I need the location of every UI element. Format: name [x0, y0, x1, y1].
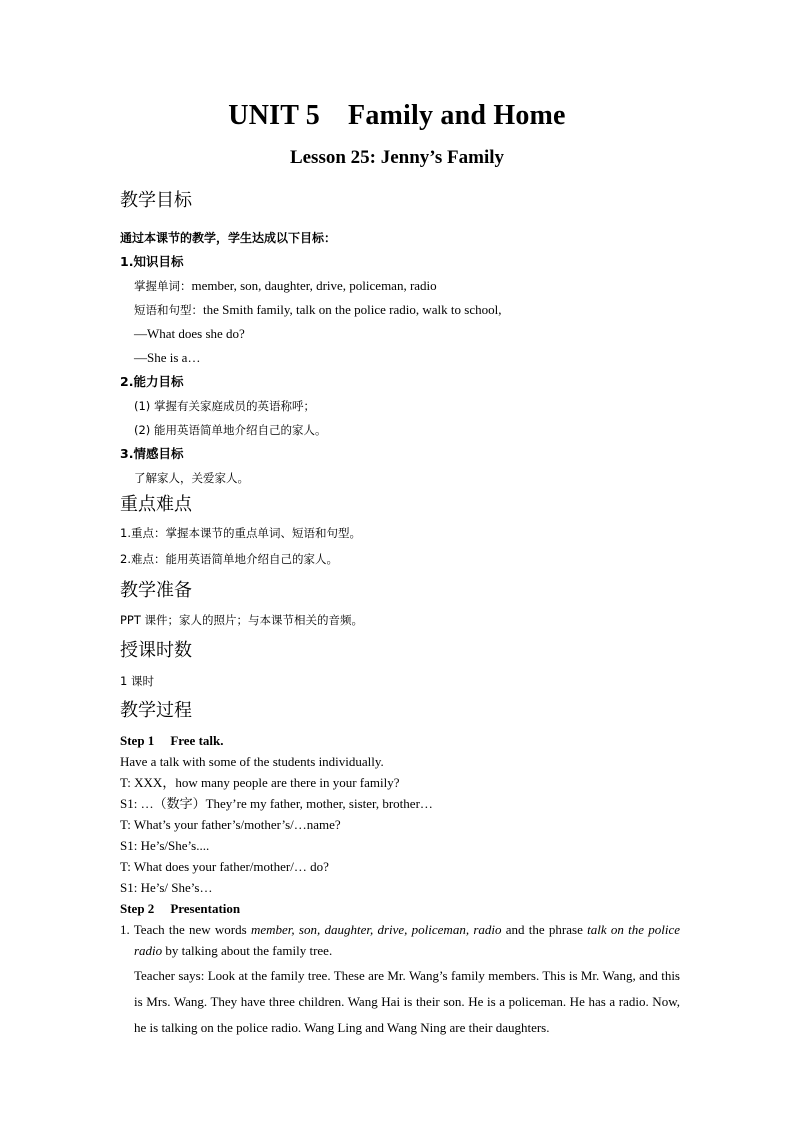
step2-paragraph-1 — [120, 919, 680, 961]
emotion-item: 了解家人，关爱家人。 — [134, 471, 249, 485]
step1-line-6: T: What does your father/mother/… do? — [120, 859, 329, 874]
step2-paragraph-2: Teacher says: Look at the family tree. These are Mr. Wang’s family members. This is Mr. Wang, and this is Mrs. Wang. They have three children. Wang Hai is their son. He is a policeman. He has a radio. Now, he is talking on the police radio. Wang Ling and Wang Ning are their daughters. — [134, 968, 680, 1035]
key-points-heading: 重点难点 — [120, 494, 192, 515]
answer-line: —She is a… — [134, 350, 201, 365]
step2-title: Presentation — [170, 901, 241, 916]
key-point-1: 1.重点：掌握本课节的重点单词、短语和句型。 — [120, 526, 361, 540]
process-heading: 教学过程 — [120, 700, 192, 721]
step1-line-7: S1: He’s/ She’s… — [120, 880, 213, 895]
words-label: 掌握单词： — [134, 279, 192, 293]
step1-line-1: Have a talk with some of the students individually. — [120, 754, 384, 769]
document-body — [120, 186, 680, 1041]
words-list: member, son, daughter, drive, policeman, radio — [191, 278, 437, 293]
preparation-heading: 教学准备 — [120, 580, 192, 601]
phrases-list: the Smith family, talk on the police radio, walk to school, — [203, 302, 502, 317]
emotion-heading-text: 3.情感目标 — [120, 446, 184, 461]
phrases-line — [120, 298, 680, 322]
step1-line-2: T: XXX，how many people are there in your family? — [120, 775, 400, 790]
ability-item-2: (2) 能用英语简单地介绍自己的家人。 — [134, 423, 327, 437]
question-line: —What does she do? — [134, 326, 245, 341]
emotion-heading — [120, 442, 680, 466]
duration-text: 1 课时 — [120, 674, 154, 688]
step1-label: Step 1 — [120, 733, 155, 748]
step1-line-3: S1: …（数字）They’re my father, mother, sister, brother… — [120, 796, 433, 811]
step1-heading — [120, 730, 680, 751]
unit-name: Family and Home — [348, 100, 566, 131]
objectives-heading: 教学目标 — [120, 190, 192, 211]
objectives-intro: 通过本课节的教学，学生达成以下目标： — [120, 231, 337, 245]
lesson-title: Lesson 25: Jenny’s Family — [289, 147, 505, 168]
step1-line-5: S1: He’s/She’s.... — [120, 838, 210, 853]
preparation-text: PPT 课件；家人的照片；与本课节相关的音频。 — [120, 613, 364, 627]
key-point-2: 2.难点：能用英语简单地介绍自己的家人。 — [120, 552, 338, 566]
step1-title: Free talk. — [170, 733, 224, 748]
step2-p1-text-c: by talking about the family tree. — [162, 943, 333, 958]
ability-item-1: (1) 掌握有关家庭成员的英语称呼； — [134, 399, 315, 413]
step2-p1-words: member, son, daughter, drive, policeman, radio — [250, 922, 502, 937]
knowledge-heading — [120, 250, 680, 274]
knowledge-heading-text: 1.知识目标 — [120, 254, 184, 269]
step2-p1-phrase: talk on the police radio — [134, 922, 680, 958]
step2-heading — [120, 898, 680, 919]
step2-label: Step 2 — [120, 901, 155, 916]
ability-heading — [120, 370, 680, 394]
ability-heading-text: 2.能力目标 — [120, 374, 184, 389]
unit-number: UNIT 5 — [228, 100, 321, 131]
phrases-label: 短语和句型： — [134, 303, 203, 317]
step1-line-4: T: What’s your father’s/mother’s/…name? — [120, 817, 341, 832]
words-line — [120, 274, 680, 298]
duration-heading: 授课时数 — [120, 640, 192, 661]
unit-title — [0, 100, 794, 132]
step2-p1-text-a: 1. Teach the new words — [120, 922, 251, 937]
step2-p1-text-b: and the phrase — [501, 922, 588, 937]
